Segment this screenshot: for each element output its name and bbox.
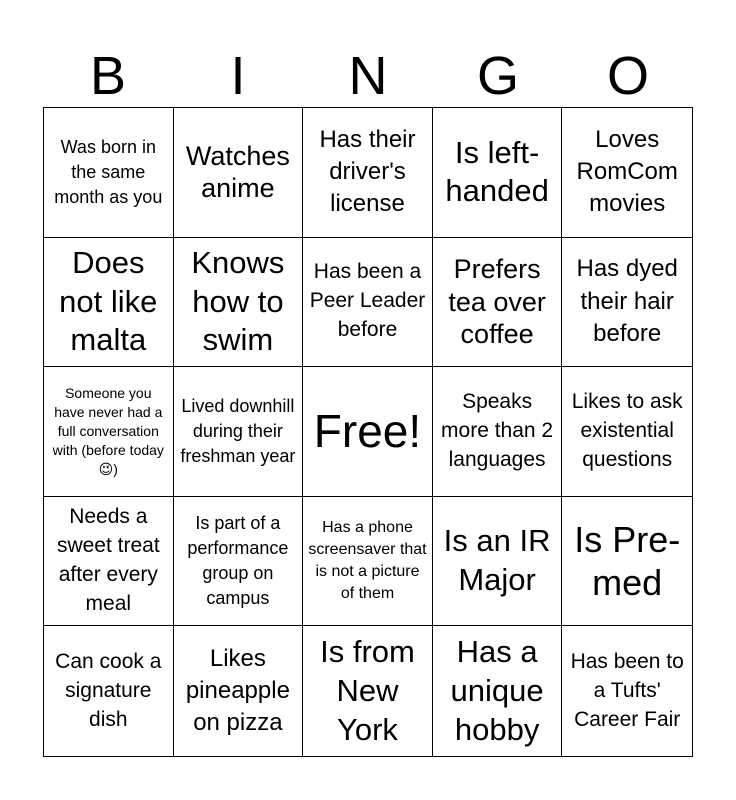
bingo-cell[interactable]: Was born in the same month as you	[44, 108, 174, 238]
bingo-cell[interactable]: Has dyed their hair before	[562, 238, 692, 368]
bingo-cell[interactable]: Loves RomCom movies	[562, 108, 692, 238]
bingo-cell[interactable]: Prefers tea over coffee	[433, 238, 563, 368]
bingo-cell[interactable]: Has their driver's license	[303, 108, 433, 238]
bingo-cell[interactable]: Has been a Peer Leader before	[303, 238, 433, 368]
bingo-cell[interactable]: Needs a sweet treat after every meal	[44, 497, 174, 627]
bingo-cell[interactable]: Is part of a performance group on campus	[174, 497, 304, 627]
header-letter-g: G	[476, 46, 519, 106]
bingo-cell[interactable]: Is an IR Major	[433, 497, 563, 627]
header-letter-b: B	[89, 46, 127, 106]
bingo-cell[interactable]: Speaks more than 2 languages	[433, 367, 563, 497]
bingo-cell[interactable]: Someone you have never had a full conversation with (before today 😉)	[44, 367, 174, 497]
bingo-board	[43, 107, 693, 757]
bingo-cell[interactable]: Has a unique hobby	[433, 626, 563, 756]
header-letter-i: I	[230, 46, 246, 106]
bingo-cell[interactable]: Is Pre-med	[562, 497, 692, 627]
bingo-header	[43, 44, 693, 108]
bingo-cell[interactable]: Is from New York	[303, 626, 433, 756]
bingo-cell[interactable]: Likes to ask existential questions	[562, 367, 692, 497]
bingo-cell[interactable]: Lived downhill during their freshman year	[174, 367, 304, 497]
bingo-cell[interactable]: Has been to a Tufts' Career Fair	[570, 649, 684, 731]
bingo-cell[interactable]: Watches anime	[174, 108, 304, 238]
bingo-cell[interactable]: Has a phone screensaver that is not a picture of them	[303, 497, 433, 627]
bingo-cell[interactable]: Does not like malta	[44, 238, 174, 368]
header-letter-n: N	[348, 46, 388, 106]
bingo-cell[interactable]: Is left-handed	[433, 108, 563, 238]
header-letter-o: O	[606, 46, 649, 106]
bingo-cell[interactable]: Likes pineapple on pizza	[174, 626, 304, 756]
free-space[interactable]: Free!	[303, 367, 433, 497]
bingo-cell[interactable]: Knows how to swim	[174, 238, 304, 368]
bingo-cell[interactable]: Can cook a signature dish	[44, 626, 174, 756]
